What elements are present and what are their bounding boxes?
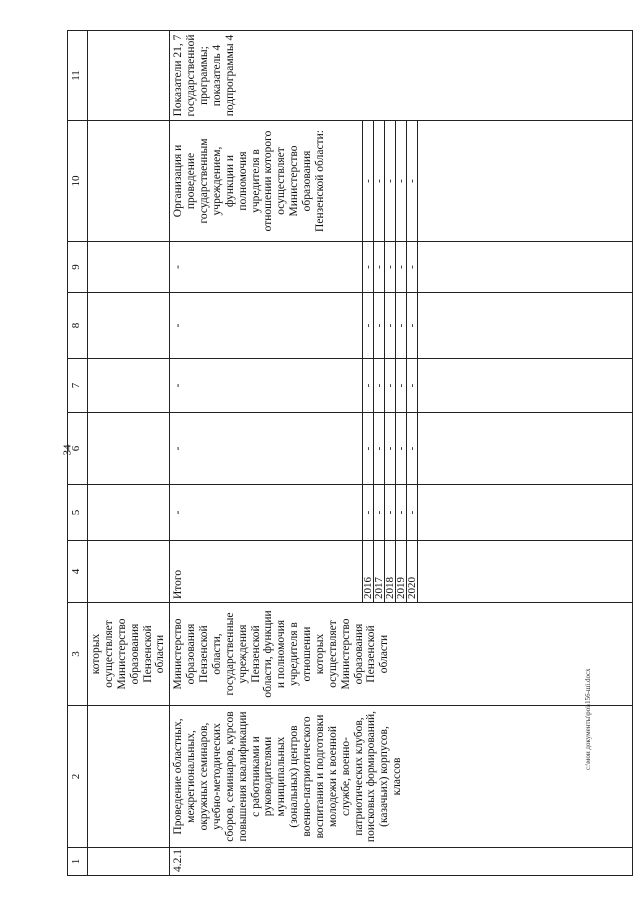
year-row: 2017 - - - - - - [374,31,385,876]
value-cell: - [170,413,363,485]
col-header: 9 [68,242,88,293]
header-row [68,31,88,876]
year-row: 2020 - - - - - - [407,31,418,876]
col-header: 4 [68,541,88,603]
col-header: 1 [68,848,88,876]
value-cell: - [170,359,363,413]
indicator-text: Показатели 21, 7 государственной программы; показатель 4 подпрограммы 4 [170,31,633,121]
year-label: 2019 [396,541,407,603]
value-cell: - [170,485,363,541]
file-path-footer: c:\мои документы\роі\156-ші.docx [584,668,592,770]
col-header: 7 [68,359,88,413]
year-row: 2016 - - - - - - [363,31,374,876]
col-header: 3 [68,603,88,706]
value-cell: - [170,293,363,359]
year-row: 2018 - - - - - - [385,31,396,876]
row-number: 4.2.1 [170,848,633,876]
year-label: 2020 [407,541,418,603]
measure-text: Проведение областных, межрегиональных, окружных семинаров, учебно-методических сборов, семинаров, курсов повышения квалификации с работниками и руководителями муниципальных (зональных) центров военно-патриотического воспитания и подготовки молодежи к военной службе, военно-патриотических клубов, поисковых формирований, (казачьих) корпусов, классов [170,706,633,848]
col-header: 8 [68,293,88,359]
executor-text: Министерство образования Пензенской области, государственные учреждения Пензенской области, функции и полномочия учредителя в отношении которых осуществляет Министерство образования Пензенской области [170,603,633,706]
page-number: 34 [61,444,74,456]
year-label: 2016 [363,541,374,603]
total-row [170,31,363,876]
year-label: 2017 [374,541,385,603]
result-text: Организация и проведение государственным учреждением, функции и полномочия учредителя в отношении которого осуществляет Министерство образования Пензенской области: [170,121,363,242]
total-label: Итого [170,541,363,603]
continuation-row [88,31,170,876]
continuation-executor: которых осуществляет Министерство образования Пензенской области [88,603,170,706]
col-header: 5 [68,485,88,541]
year-row: 2019 - - - - - - [396,31,407,876]
program-table [67,30,633,876]
value-cell: - [170,242,363,293]
col-header: 6 [68,413,88,485]
col-header: 11 [68,31,88,121]
col-header: 10 [68,121,88,242]
col-header: 2 [68,706,88,848]
rotated-table-container [67,31,640,876]
year-label: 2018 [385,541,396,603]
